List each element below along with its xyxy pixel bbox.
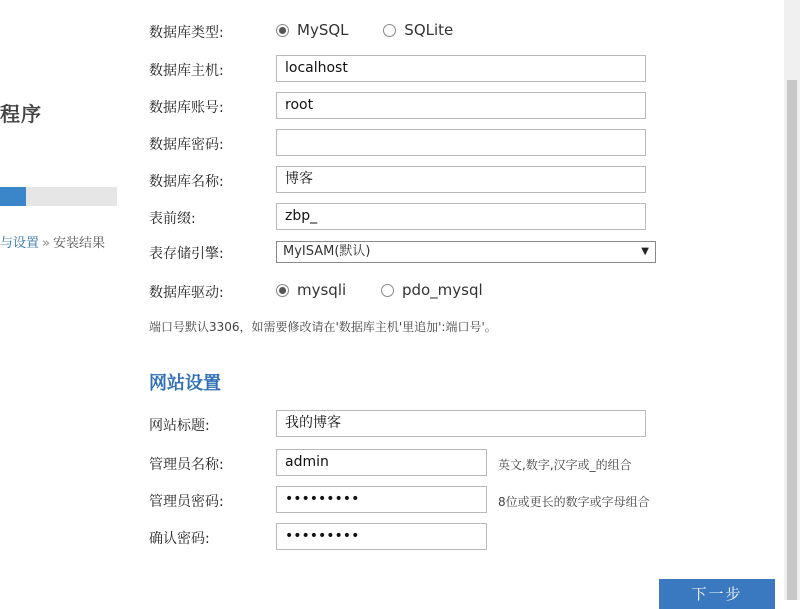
table-prefix-label: 表前缀:	[149, 211, 196, 227]
db-type-sqlite-label: SQLite	[404, 21, 454, 39]
admin-name-hint: 英文,数字,汉字或_的组合	[498, 458, 632, 472]
db-name-label: 数据库名称:	[149, 174, 224, 190]
radio-mysql[interactable]	[276, 24, 289, 37]
site-title-label: 网站标题:	[149, 418, 210, 434]
radio-sqlite[interactable]	[383, 24, 396, 37]
dropdown-arrow-icon: ▼	[641, 246, 649, 257]
step-settings: 与设置	[0, 236, 40, 251]
table-prefix-input[interactable]: zbp_	[276, 203, 646, 230]
driver-pdo-mysql-option[interactable]	[381, 281, 483, 299]
radio-mysqli[interactable]	[276, 284, 289, 297]
admin-name-input[interactable]: admin	[276, 449, 487, 476]
admin-password-input[interactable]: •••••••••	[276, 486, 487, 513]
storage-engine-select[interactable]	[276, 241, 656, 263]
admin-name-label: 管理员名称:	[149, 457, 224, 473]
db-user-input[interactable]: root	[276, 92, 646, 119]
db-type-mysql-label: MySQL	[297, 21, 349, 39]
scrollbar-thumb[interactable]	[787, 80, 797, 600]
db-host-input[interactable]: localhost	[276, 55, 646, 82]
db-type-radio-group	[276, 21, 483, 41]
page-scrollbar[interactable]	[784, 0, 800, 600]
driver-pdo-mysql-label: pdo_mysql	[401, 281, 483, 299]
admin-password-hint: 8位或更长的数字或字母组合	[498, 495, 650, 509]
db-password-label: 数据库密码:	[149, 137, 224, 153]
driver-mysqli-label: mysqli	[297, 281, 347, 299]
db-password-input[interactable]	[276, 129, 646, 156]
step-separator: »	[42, 236, 50, 251]
storage-engine-label: 表存储引擎:	[149, 246, 224, 262]
confirm-password-label: 确认密码:	[149, 531, 210, 547]
admin-password-label: 管理员密码:	[149, 494, 224, 510]
confirm-password-input[interactable]: •••••••••	[276, 523, 487, 550]
db-host-label: 数据库主机:	[149, 63, 224, 79]
db-name-input[interactable]: 博客	[276, 166, 646, 193]
site-title-input[interactable]: 我的博客	[276, 410, 646, 437]
radio-pdo-mysql[interactable]	[381, 284, 394, 297]
db-user-label: 数据库账号:	[149, 100, 224, 116]
next-step-button[interactable]: 下一步	[659, 579, 775, 609]
port-note: 端口号默认3306，如需要修改请在'数据库主机'里追加':端口号'。	[149, 320, 497, 334]
db-type-sqlite-option[interactable]	[383, 21, 453, 39]
step-result: 安装结果	[52, 236, 105, 251]
driver-mysqli-option[interactable]	[276, 281, 346, 299]
db-driver-radio-group	[276, 281, 513, 301]
db-type-label: 数据库类型:	[149, 25, 224, 41]
db-type-mysql-option[interactable]	[276, 21, 349, 39]
storage-engine-value: MyISAM(默认)	[283, 244, 371, 259]
site-settings-heading: 网站设置	[149, 373, 221, 394]
db-driver-label: 数据库驱动:	[149, 285, 224, 301]
installer-title: 程序	[0, 102, 42, 126]
